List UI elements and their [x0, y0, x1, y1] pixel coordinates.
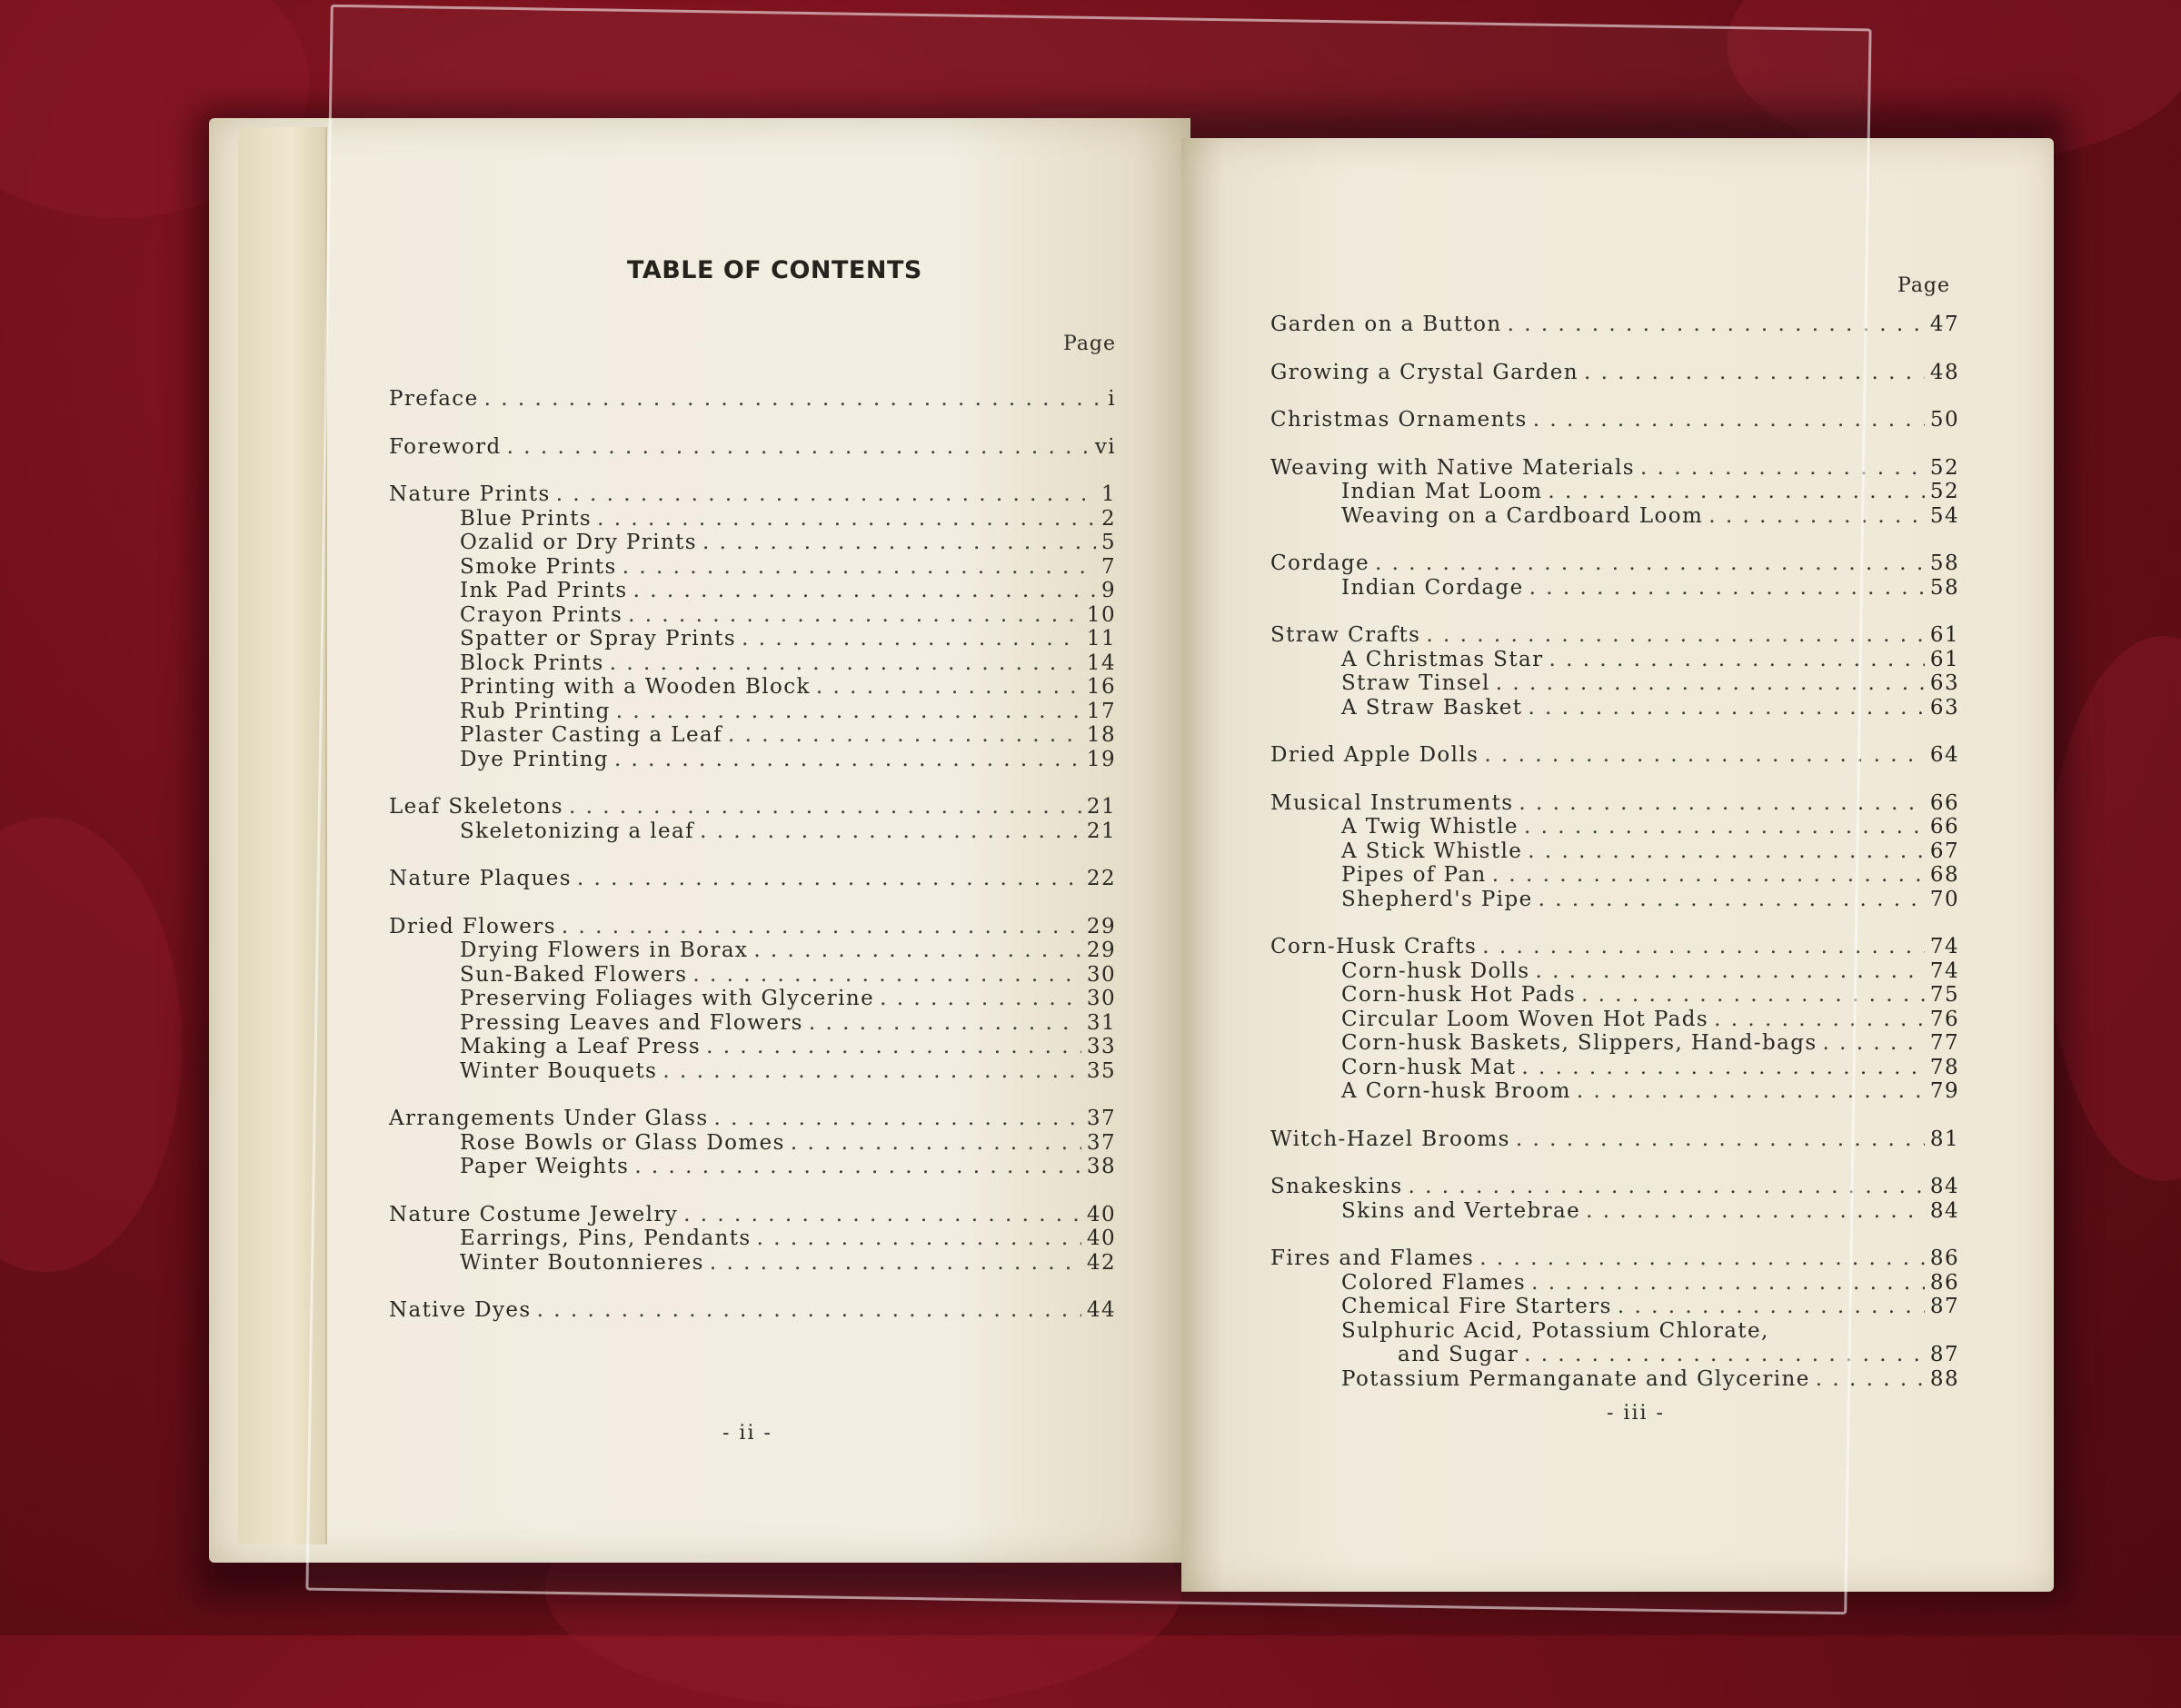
toc-entry-title: Pressing Leaves and Flowers — [460, 1010, 803, 1035]
toc-entry-title: Drying Flowers in Borax — [460, 938, 749, 962]
toc-entry-page: 21 — [1086, 819, 1116, 843]
toc-entry-title: A Straw Basket — [1341, 695, 1523, 720]
toc-entry-page: 33 — [1086, 1035, 1116, 1058]
toc-entry-title: Corn-Husk Crafts — [1270, 935, 1478, 958]
toc-entry-title: Foreword — [389, 434, 502, 459]
toc-entry-page: 87 — [1929, 1343, 1959, 1366]
toc-entry-title: Leaf Skeletons — [389, 795, 563, 819]
page-title: TABLE OF CONTENTS — [627, 256, 922, 284]
toc-entry-page: 63 — [1929, 695, 1959, 720]
toc-entry-page: 64 — [1929, 743, 1959, 767]
toc-entry-page: 77 — [1929, 1031, 1959, 1055]
toc-entry-title: Paper Weights — [460, 1155, 630, 1178]
toc-entry-page: 9 — [1100, 579, 1116, 602]
toc-entry-title: Rub Printing — [460, 699, 611, 723]
toc-entry-title: Native Dyes — [389, 1298, 532, 1322]
toc-entry-title: Witch-Hazel Brooms — [1270, 1127, 1510, 1151]
toc-entry-page: 84 — [1929, 1175, 1959, 1198]
toc-entry-title: Dried Apple Dolls — [1270, 743, 1479, 767]
toc-entry-title: Straw Crafts — [1270, 623, 1421, 647]
toc-entry-page: 47 — [1929, 313, 1959, 336]
toc-entry-title: Nature Prints — [389, 482, 551, 506]
toc-entry-page: 19 — [1086, 747, 1116, 771]
toc-entry-page: 86 — [1929, 1246, 1959, 1270]
toc-entry-title: Growing a Crystal Garden — [1270, 360, 1578, 384]
toc-entry-page: 66 — [1929, 790, 1959, 815]
toc-entry-page: 2 — [1100, 506, 1116, 531]
right-folio: - iii - — [1607, 1402, 1665, 1425]
toc-entry-title: Skins and Vertebrae — [1341, 1198, 1581, 1223]
toc-entry-page: 78 — [1929, 1055, 1959, 1079]
toc-entry-title: Potassium Permanganate and Glycerine — [1341, 1366, 1810, 1391]
toc-entry-page: 75 — [1929, 983, 1959, 1007]
toc-entry-title: Winter Boutonnieres — [460, 1250, 704, 1275]
toc-entry-page: 18 — [1086, 723, 1116, 747]
toc-entry-page: 48 — [1929, 360, 1959, 384]
toc-entry-title: Colored Flames — [1341, 1270, 1527, 1295]
toc-entry-page: i — [1108, 387, 1116, 411]
toc-entry-title: Rose Bowls or Glass Domes — [460, 1130, 785, 1155]
toc-entry-title: A Corn-husk Broom — [1341, 1079, 1571, 1103]
toc-entry-page: 30 — [1086, 962, 1116, 987]
toc-entry-title: Indian Mat Loom — [1341, 480, 1543, 503]
toc-entry-page: 30 — [1086, 987, 1116, 1010]
toc-entry-page: 67 — [1929, 839, 1959, 863]
toc-entry-title: Corn-husk Hot Pads — [1341, 983, 1577, 1007]
toc-entry-page: 52 — [1929, 455, 1959, 480]
toc-entry-title: Blue Prints — [460, 506, 593, 531]
toc-entry-page: 68 — [1929, 863, 1959, 887]
toc-entry-title: Sulphuric Acid, Potassium Chlorate, — [1341, 1318, 1769, 1343]
toc-entry-page: 79 — [1929, 1079, 1959, 1103]
toc-entry-page: 37 — [1086, 1130, 1116, 1155]
toc-entry-title: Fires and Flames — [1270, 1246, 1475, 1270]
toc-entry-title: Nature Costume Jewelry — [389, 1202, 679, 1226]
toc-entry-title: Chemical Fire Starters — [1341, 1295, 1612, 1318]
right-page-heading: Page — [1897, 274, 1951, 297]
toc-entry-title: Circular Loom Woven Hot Pads — [1341, 1007, 1709, 1031]
left-page-heading: Page — [1063, 333, 1117, 355]
toc-entry-page: 61 — [1929, 623, 1959, 647]
toc-entry-title: Smoke Prints — [460, 554, 617, 579]
toc-entry-page: 88 — [1929, 1366, 1959, 1391]
toc-entry-page: 7 — [1100, 554, 1116, 579]
toc-entry-title: Block Prints — [460, 650, 604, 675]
toc-entry-title: Cordage — [1270, 551, 1370, 575]
toc-entry-page: 52 — [1929, 480, 1959, 503]
toc-entry-title: Musical Instruments — [1270, 790, 1514, 815]
toc-entry-title: Indian Cordage — [1341, 575, 1524, 600]
toc-entry-page: 66 — [1929, 815, 1959, 839]
toc-entry-page: 1 — [1100, 482, 1116, 506]
toc-entry-title: Pipes of Pan — [1341, 863, 1487, 887]
toc-entry-title: A Stick Whistle — [1341, 839, 1523, 863]
toc-entry-page: 17 — [1086, 699, 1116, 723]
toc-entry-title: Snakeskins — [1270, 1175, 1403, 1198]
toc-entry-page: 61 — [1929, 647, 1959, 671]
toc-entry-title: Corn-husk Dolls — [1341, 958, 1530, 983]
toc-entry-title: Christmas Ornaments — [1270, 408, 1528, 432]
toc-entry-page: 40 — [1086, 1202, 1116, 1226]
toc-entry-title: Preface — [389, 387, 479, 411]
toc-entry-title: Preserving Foliages with Glycerine — [460, 987, 875, 1010]
toc-entry-page: 10 — [1086, 602, 1116, 627]
left-folio: - ii - — [722, 1422, 772, 1445]
toc-entry-title: Arrangements Under Glass — [389, 1107, 709, 1130]
toc-entry-title: Dye Printing — [460, 747, 609, 771]
toc-entry-title: A Twig Whistle — [1341, 815, 1519, 839]
toc-entry-page: 63 — [1929, 671, 1959, 695]
toc-entry-page: 11 — [1086, 627, 1116, 650]
toc-entry-page: 29 — [1086, 914, 1116, 938]
toc-entry-title: Corn-husk Mat — [1341, 1055, 1517, 1079]
tablecloth-pattern — [0, 818, 182, 1272]
toc-entry-page: 74 — [1929, 958, 1959, 983]
toc-entry-page: vi — [1094, 434, 1116, 459]
acrylic-sheet — [305, 5, 1871, 1614]
toc-entry-title: Weaving with Native Materials — [1270, 455, 1635, 480]
toc-entry-page: 81 — [1929, 1127, 1959, 1151]
toc-entry-page: 74 — [1929, 935, 1959, 958]
toc-entry-title: Straw Tinsel — [1341, 671, 1490, 695]
toc-entry-page: 84 — [1929, 1198, 1959, 1223]
toc-entry-page: 58 — [1929, 551, 1959, 575]
toc-entry-page: 29 — [1086, 938, 1116, 962]
toc-entry-title: Ozalid or Dry Prints — [460, 531, 698, 554]
toc-entry-page: 44 — [1086, 1298, 1116, 1322]
toc-entry-page: 37 — [1086, 1107, 1116, 1130]
toc-entry-title: Skeletonizing a leaf — [460, 819, 695, 843]
toc-entry-page: 86 — [1929, 1270, 1959, 1295]
toc-entry-title: Shepherd's Pipe — [1341, 887, 1533, 911]
toc-entry-title: Dried Flowers — [389, 914, 556, 938]
toc-entry-title: Weaving on a Cardboard Loom — [1341, 503, 1704, 528]
toc-entry-page: 50 — [1929, 408, 1959, 432]
toc-entry-title: Spatter or Spray Prints — [460, 627, 737, 650]
toc-entry-title: Making a Leaf Press — [460, 1035, 702, 1058]
toc-entry-page: 70 — [1929, 887, 1959, 911]
toc-entry-page: 40 — [1086, 1226, 1116, 1250]
toc-entry-page: 14 — [1086, 650, 1116, 675]
toc-entry-page: 16 — [1086, 675, 1116, 699]
toc-entry-page: 42 — [1086, 1250, 1116, 1275]
toc-entry-title: Sun-Baked Flowers — [460, 962, 688, 987]
toc-entry-title: Winter Bouquets — [460, 1058, 658, 1083]
toc-entry-page: 5 — [1100, 531, 1116, 554]
toc-entry-title: Earrings, Pins, Pendants — [460, 1226, 752, 1250]
toc-entry-title: Garden on a Button — [1270, 313, 1502, 336]
toc-entry-page: 35 — [1086, 1058, 1116, 1083]
toc-entry-page: 87 — [1929, 1295, 1959, 1318]
toc-entry-title: Plaster Casting a Leaf — [460, 723, 722, 747]
toc-entry-page: 76 — [1929, 1007, 1959, 1031]
toc-entry-page: 58 — [1929, 575, 1959, 600]
toc-entry-title: Ink Pad Prints — [460, 579, 628, 602]
toc-entry-title: and Sugar — [1398, 1343, 1519, 1366]
toc-entry-title: Crayon Prints — [460, 602, 623, 627]
toc-entry-title: Printing with a Wooden Block — [460, 675, 811, 699]
toc-entry-title: Corn-husk Baskets, Slippers, Hand-bags — [1341, 1031, 1818, 1055]
toc-entry-page: 21 — [1086, 795, 1116, 819]
toc-entry-page: 54 — [1929, 503, 1959, 528]
toc-entry-title: A Christmas Star — [1341, 647, 1544, 671]
toc-entry-title: Nature Plaques — [389, 867, 572, 890]
toc-entry-page: 38 — [1086, 1155, 1116, 1178]
toc-entry-page: 31 — [1086, 1010, 1116, 1035]
toc-entry-page: 22 — [1086, 867, 1116, 890]
